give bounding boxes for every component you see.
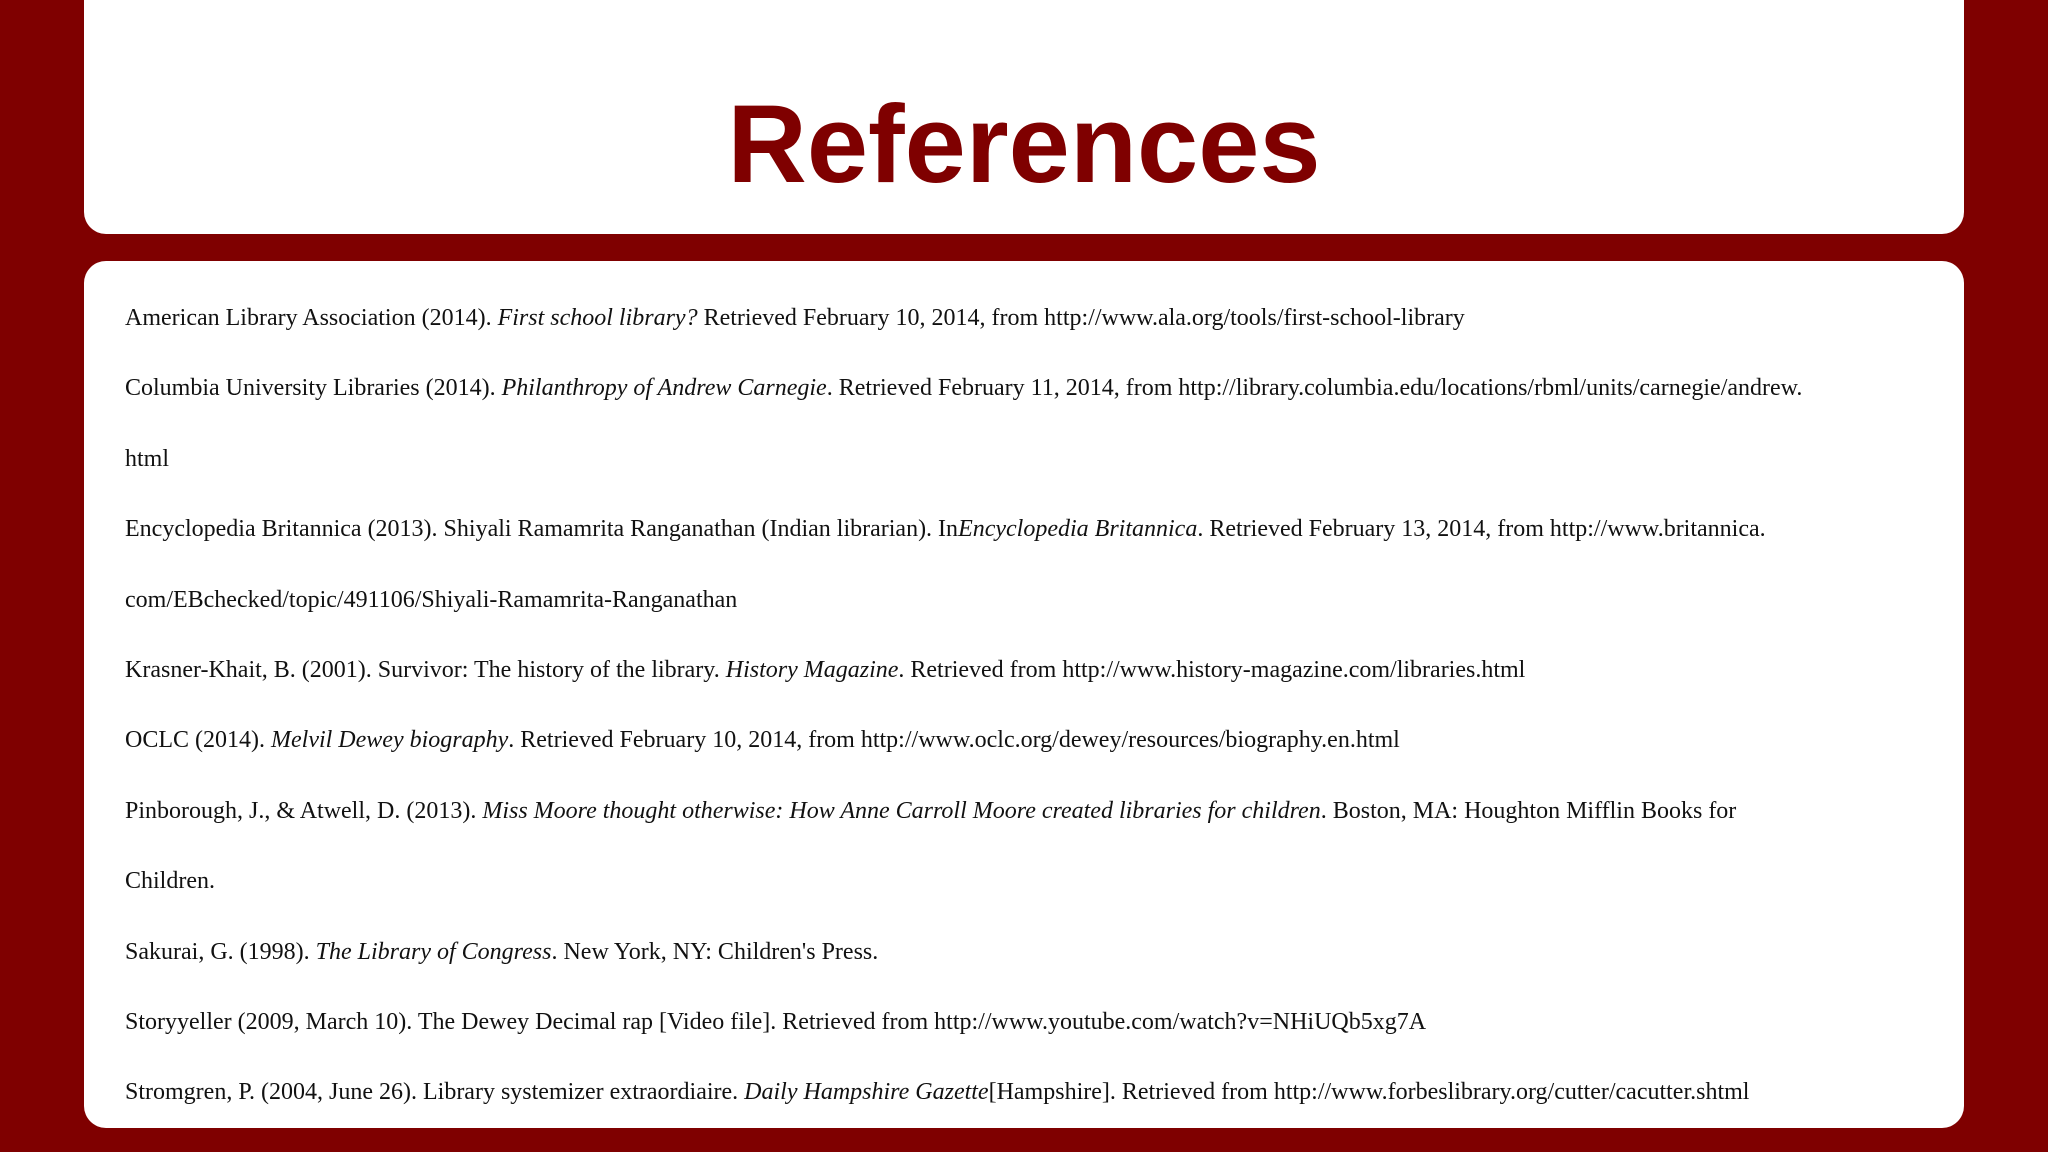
- reference-item: [125, 1057, 1935, 1127]
- reference-title: Daily Hampshire Gazette: [744, 1079, 989, 1106]
- reference-text: Columbia University Libraries (2014).: [125, 375, 502, 402]
- reference-text: Sakurai, G. (1998).: [125, 938, 316, 965]
- reference-text: OCLC (2014).: [125, 727, 271, 754]
- reference-text: Storyyeller (2009, March 10). The Dewey Decimal rap [Video file]. Retrieved from http://www.youtube.com/watch?v=NHiUQb5xg7A: [125, 1009, 1427, 1036]
- reference-text: Encyclopedia Britannica (2013). Shiyali Ramamrita Ranganathan (Indian librarian). In: [125, 516, 959, 543]
- reference-text: Stromgren, P. (2004, June 26). Library systemizer extraordiaire.: [125, 1079, 745, 1106]
- title-panel: [84, 0, 1964, 234]
- reference-text: Retrieved February 10, 2014, from http://www.ala.org/tools/first-school-library: [697, 305, 1465, 331]
- reference-text: Pinborough, J., & Atwell, D. (2013).: [125, 797, 483, 824]
- reference-text: Krasner-Khait, B. (2001). Survivor: The history of the library.: [125, 657, 726, 684]
- reference-continuation: com/EBchecked/topic/491106/Shiyali-Ramamrita-Ranganathan: [125, 586, 738, 613]
- reference-item: [125, 917, 1935, 987]
- reference-text: . New York, NY: Children's Press.: [551, 938, 879, 965]
- reference-title: Encyclopedia Britannica: [958, 516, 1198, 543]
- reference-text: . Retrieved February 13, 2014, from http://www.britannica.: [1197, 516, 1766, 543]
- reference-title: The Library of Congress: [315, 938, 552, 965]
- reference-title: Philanthropy of Andrew Carnegie: [501, 375, 827, 402]
- reference-continuation: Children.: [125, 868, 215, 895]
- reference-item: [125, 494, 1935, 635]
- reference-title: Melvil Dewey biography: [271, 727, 509, 754]
- reference-list: [125, 283, 1935, 1128]
- reference-text: . Boston, MA: Houghton Mifflin Books for: [1320, 797, 1737, 824]
- reference-item: [125, 635, 1935, 705]
- reference-title: History Magazine: [725, 657, 899, 684]
- reference-text: . Retrieved February 10, 2014, from http://www.oclc.org/dewey/resources/biography.en.html: [508, 727, 1400, 754]
- page-title: References: [727, 83, 1321, 206]
- reference-item: [125, 353, 1935, 494]
- reference-item: [125, 987, 1935, 1057]
- reference-text: [Hampshire]. Retrieved from http://www.forbeslibrary.org/cutter/cacutter.shtml: [988, 1079, 1750, 1106]
- reference-continuation: html: [125, 445, 170, 472]
- reference-item: [125, 283, 1935, 353]
- references-panel: [84, 261, 1964, 1128]
- reference-text: . Retrieved February 11, 2014, from http://library.columbia.edu/locations/rbml/units/carnegie/andrew.: [826, 375, 1803, 402]
- reference-title: First school library?: [497, 305, 698, 331]
- reference-item: [125, 705, 1935, 775]
- reference-text: . Retrieved from http://www.history-magazine.com/libraries.html: [898, 657, 1526, 684]
- reference-title: Miss Moore thought otherwise: How Anne Carroll Moore created libraries for children: [482, 797, 1321, 824]
- reference-text: American Library Association (2014).: [125, 305, 498, 331]
- reference-item: [125, 776, 1935, 917]
